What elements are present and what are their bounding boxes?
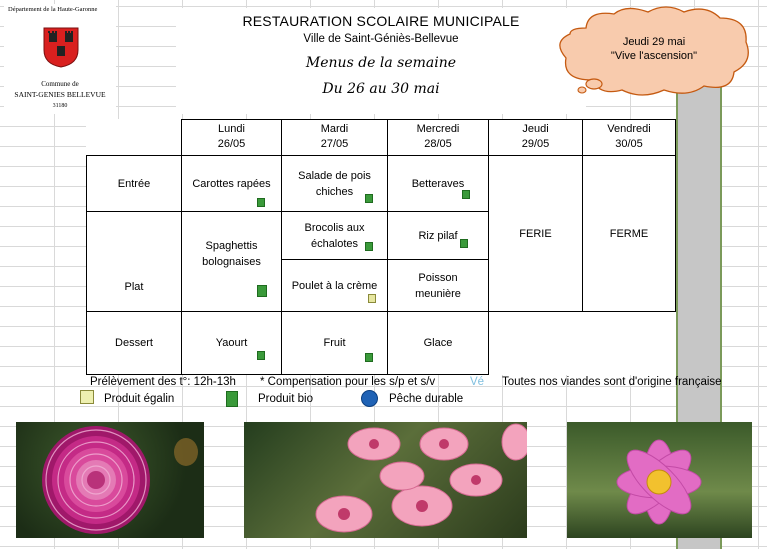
egalim-logo-icon	[80, 390, 94, 404]
crest-icon	[42, 26, 80, 68]
cell-entree-mercredi: Betteraves	[388, 156, 489, 212]
dahlia-flower-icon	[16, 422, 204, 538]
page-title: RESTAURATION SCOLAIRE MUNICIPALE	[242, 13, 520, 29]
commune-name: SAINT-GENIES BELLEVUE	[14, 90, 106, 99]
cell-jeudi-ferie: FERIE	[489, 156, 583, 312]
bio-icon	[462, 190, 470, 199]
bio-icon	[257, 351, 265, 360]
orchid-flower-icon	[244, 422, 527, 538]
egalim-icon	[368, 294, 376, 303]
bio-icon	[365, 194, 373, 203]
table-row-entree	[87, 156, 676, 212]
cell-plat-mercredi-2: Poisson meunière	[388, 260, 489, 312]
cell-entree-lundi: Carottes rapées	[182, 156, 282, 212]
legend-prelevement: Prélèvement des t°: 12h-13h	[90, 376, 236, 388]
dahlia-photo	[16, 422, 204, 538]
bio-icon	[365, 242, 373, 251]
row-label-dessert: Dessert	[87, 312, 182, 375]
legend-egalim: Produit égalin	[104, 393, 175, 405]
day-header-vendredi: Vendredi 30/05	[583, 120, 676, 156]
bio-logo-icon	[226, 391, 238, 407]
cell-plat-lundi: Spaghettis bolognaises	[182, 212, 282, 312]
bio-icon	[257, 285, 267, 297]
dates-title: Du 26 au 30 mai	[322, 81, 440, 97]
day-header-mercredi: Mercredi 28/05	[388, 120, 489, 156]
cloud-text-date: Jeudi 29 mai	[622, 36, 686, 48]
menu-table	[86, 119, 676, 375]
legend-peche: Pêche durable	[389, 393, 464, 405]
day-header-jeudi: Jeudi 29/05	[489, 120, 583, 156]
day-header-mardi: Mardi 27/05	[282, 120, 388, 156]
legend-compensation: * Compensation pour les s/p et s/v	[260, 376, 436, 388]
bio-icon	[460, 239, 468, 248]
legend-bio: Produit bio	[258, 393, 313, 405]
cell-plat-mardi-2: Poulet à la crème	[282, 260, 388, 312]
legend-viandes: Toutes nos viandes sont d'origine française	[502, 376, 722, 388]
cell-plat-mercredi-1: Riz pilaf	[388, 212, 489, 260]
postcode: 31180	[52, 103, 68, 109]
cosmos-flower-icon	[567, 422, 752, 538]
cell-entree-mardi: Salade de pois chiches	[282, 156, 388, 212]
cell-dessert-mercredi: Glace	[388, 312, 489, 375]
commune-logo-block	[4, 4, 116, 114]
department-label: Département de la Haute-Garonne	[8, 6, 98, 13]
legend-vej: Vé	[470, 376, 485, 388]
menus-title: Menus de la semaine	[305, 55, 457, 71]
row-label-entree: Entrée	[87, 156, 182, 212]
day-header-lundi: Lundi 26/05	[182, 120, 282, 156]
orchid-photo	[244, 422, 527, 538]
cell-dessert-lundi: Yaourt	[182, 312, 282, 375]
cell-dessert-mardi: Fruit	[282, 312, 388, 375]
commune-label: Commune de	[41, 80, 79, 88]
cloud-text-message: "Vive l'ascension"	[610, 50, 698, 62]
cosmos-photo	[567, 422, 752, 538]
table-header-row	[87, 120, 676, 156]
bio-icon	[365, 353, 373, 362]
row-label-plat: Plat	[87, 212, 182, 312]
cell-plat-mardi-1: Brocolis aux échalotes	[282, 212, 388, 260]
page-subtitle: Ville de Saint-Géniès-Bellevue	[303, 33, 459, 45]
cell-vendredi-ferme: FERME	[583, 156, 676, 312]
bio-icon	[257, 198, 265, 207]
table-row-dessert	[87, 312, 676, 375]
peche-durable-logo-icon	[361, 390, 378, 407]
header-titles	[176, 8, 586, 114]
